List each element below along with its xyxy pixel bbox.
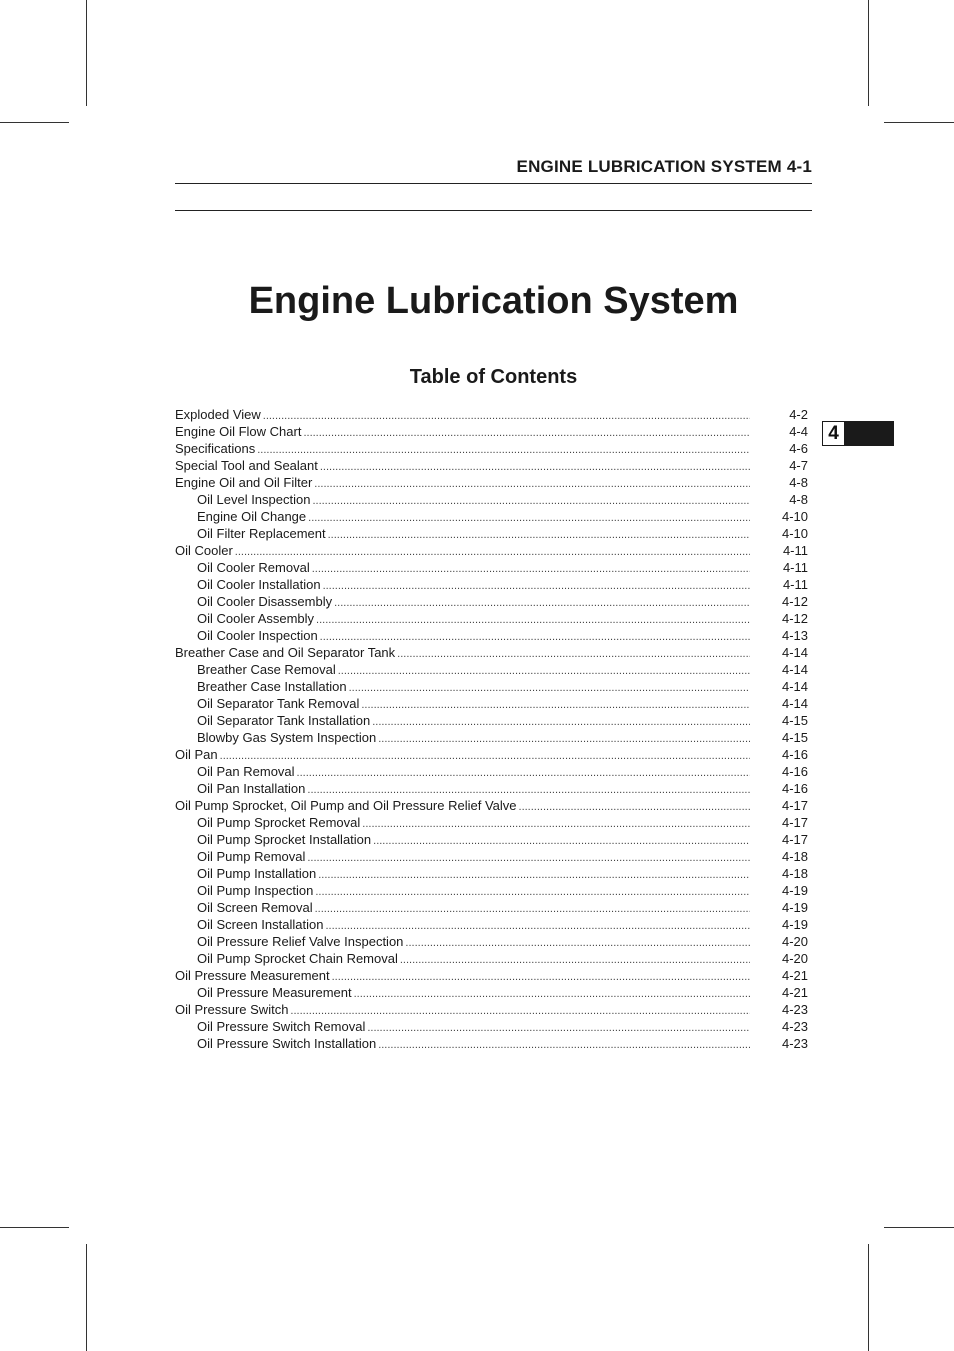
toc-heading: Table of Contents — [409, 366, 578, 388]
crop-mark — [0, 122, 69, 123]
toc-leader-dots — [312, 493, 750, 510]
toc-entry-page: 4-16 — [781, 764, 808, 779]
toc-entry[interactable] — [175, 1018, 812, 1035]
toc-entry-page: 4-10 — [781, 509, 808, 524]
toc-entry-page: 4-18 — [781, 866, 808, 881]
toc-leader-dots — [303, 425, 750, 442]
header-rule — [175, 210, 812, 211]
toc-entry-page: 4-20 — [781, 934, 808, 949]
toc-entry[interactable] — [175, 780, 812, 797]
toc-leader-dots — [354, 986, 750, 1003]
toc-entry-page: 4-4 — [789, 424, 808, 439]
toc-entry-label: Oil Cooler Removal — [197, 560, 310, 575]
toc-entry-page: 4-20 — [781, 951, 808, 966]
toc-entry-label: Oil Pump Removal — [197, 849, 306, 864]
chapter-tab — [822, 421, 894, 446]
crop-mark — [868, 1244, 869, 1351]
toc-entry[interactable] — [175, 695, 812, 712]
toc-entry-label: Oil Cooler — [175, 543, 233, 558]
toc-entry[interactable] — [175, 984, 812, 1001]
toc-entry-page: 4-6 — [789, 441, 808, 456]
toc-entry[interactable] — [175, 916, 812, 933]
toc-entry[interactable] — [175, 406, 812, 423]
toc-leader-dots — [519, 799, 750, 816]
toc-leader-dots — [400, 952, 750, 969]
toc-entry-label: Oil Pressure Switch Installation — [197, 1036, 377, 1051]
toc-entry-page: 4-11 — [782, 560, 808, 575]
toc-entry[interactable] — [175, 763, 812, 780]
toc-entry[interactable] — [175, 661, 812, 678]
toc-leader-dots — [367, 1020, 750, 1037]
toc-entry-label: Oil Pump Inspection — [197, 883, 314, 898]
toc-entry[interactable] — [175, 423, 812, 440]
toc-leader-dots — [323, 578, 750, 595]
toc-entry-label: Oil Cooler Installation — [197, 577, 321, 592]
toc-entry[interactable] — [175, 678, 812, 695]
toc-leader-dots — [308, 510, 750, 527]
toc-entry-label: Oil Cooler Assembly — [197, 611, 315, 626]
toc-entry[interactable] — [175, 525, 812, 542]
toc-entry-label: Oil Pump Sprocket Installation — [197, 832, 372, 847]
toc-entry-page: 4-14 — [781, 696, 808, 711]
toc-leader-dots — [328, 527, 750, 544]
toc-entry-label: Oil Separator Tank Removal — [197, 696, 360, 711]
toc-entry-page: 4-12 — [781, 594, 808, 609]
toc-entry-page: 4-17 — [781, 832, 808, 847]
header-rule — [175, 183, 812, 184]
toc-entry-page: 4-10 — [781, 526, 808, 541]
toc-entry-label: Oil Pressure Measurement — [175, 968, 330, 983]
toc-entry-page: 4-19 — [781, 883, 808, 898]
toc-entry-page: 4-19 — [781, 900, 808, 915]
toc-leader-dots — [397, 646, 750, 663]
toc-entry-label: Breather Case Removal — [197, 662, 336, 677]
toc-leader-dots — [334, 595, 750, 612]
toc-entry-label: Oil Pan — [175, 747, 218, 762]
toc-leader-dots — [338, 663, 750, 680]
toc-entry-label: Specifications — [175, 441, 256, 456]
crop-mark — [868, 0, 869, 106]
toc-entry-label: Exploded View — [175, 407, 261, 422]
toc-leader-dots — [405, 935, 750, 952]
toc-entry-page: 4-18 — [781, 849, 808, 864]
toc-entry-page: 4-14 — [781, 662, 808, 677]
toc-entry[interactable] — [175, 729, 812, 746]
toc-entry[interactable] — [175, 933, 812, 950]
chapter-tab-number: 4 — [823, 422, 844, 445]
toc-entry-label: Oil Pan Removal — [197, 764, 295, 779]
toc-entry[interactable] — [175, 967, 812, 984]
toc-leader-dots — [378, 1037, 750, 1054]
toc-entry[interactable] — [175, 746, 812, 763]
toc-entry[interactable] — [175, 491, 812, 508]
running-head: ENGINE LUBRICATION SYSTEM 4-1 — [516, 157, 812, 176]
chapter-title: Engine Lubrication System — [248, 280, 739, 322]
toc-leader-dots — [318, 867, 750, 884]
toc-entry-page: 4-17 — [781, 815, 808, 830]
toc-leader-dots — [332, 969, 750, 986]
toc-entry[interactable] — [175, 576, 812, 593]
toc-leader-dots — [297, 765, 750, 782]
toc-entry[interactable] — [175, 457, 812, 474]
toc-entry-page: 4-23 — [781, 1002, 808, 1017]
crop-mark — [884, 122, 954, 123]
toc-entry-page: 4-21 — [781, 968, 808, 983]
toc-entry-page: 4-11 — [782, 543, 808, 558]
toc-entry[interactable] — [175, 950, 812, 967]
toc-entry-page: 4-21 — [781, 985, 808, 1000]
toc-entry[interactable] — [175, 814, 812, 831]
toc-leader-dots — [235, 544, 750, 561]
toc-entry-label: Breather Case and Oil Separator Tank — [175, 645, 396, 660]
toc-entry-page: 4-16 — [781, 747, 808, 762]
toc-entry-label: Oil Pressure Measurement — [197, 985, 352, 1000]
toc-entry-page: 4-19 — [781, 917, 808, 932]
toc-leader-dots — [362, 816, 750, 833]
toc-leader-dots — [315, 901, 750, 918]
toc-entry-page: 4-7 — [789, 458, 808, 473]
toc-leader-dots — [312, 561, 750, 578]
crop-mark — [86, 1244, 87, 1351]
toc-entry-label: Special Tool and Sealant — [175, 458, 318, 473]
toc-leader-dots — [320, 459, 750, 476]
toc-entry[interactable] — [175, 899, 812, 916]
toc-entry-page: 4-8 — [789, 492, 808, 507]
toc-entry-label: Oil Screen Removal — [197, 900, 313, 915]
toc-leader-dots — [349, 680, 750, 697]
toc-entry[interactable] — [175, 848, 812, 865]
toc-entry[interactable] — [175, 865, 812, 882]
toc-entry-label: Oil Filter Replacement — [197, 526, 326, 541]
toc-entry[interactable] — [175, 610, 812, 627]
toc-entry-label: Oil Pressure Relief Valve Inspection — [197, 934, 404, 949]
toc-entry[interactable] — [175, 797, 812, 814]
toc-entry-page: 4-13 — [781, 628, 808, 643]
toc-leader-dots — [307, 850, 750, 867]
toc-entry-page: 4-14 — [781, 679, 808, 694]
toc-entry-page: 4-23 — [781, 1036, 808, 1051]
toc-entry[interactable] — [175, 1035, 812, 1052]
toc-entry-label: Engine Oil Flow Chart — [175, 424, 302, 439]
toc-leader-dots — [373, 833, 750, 850]
toc-leader-dots — [315, 884, 750, 901]
toc-entry-page: 4-17 — [781, 798, 808, 813]
toc-leader-dots — [378, 731, 750, 748]
toc-entry-label: Oil Pan Installation — [197, 781, 306, 796]
toc-entry-label: Oil Pressure Switch Removal — [197, 1019, 366, 1034]
table-of-contents — [175, 406, 812, 1052]
toc-entry[interactable] — [175, 542, 812, 559]
toc-entry-label: Engine Oil Change — [197, 509, 307, 524]
toc-entry-page: 4-15 — [781, 713, 808, 728]
toc-entry[interactable] — [175, 474, 812, 491]
toc-entry-label: Oil Pump Sprocket Removal — [197, 815, 361, 830]
toc-entry-label: Blowby Gas System Inspection — [197, 730, 377, 745]
crop-mark — [0, 1227, 69, 1228]
toc-entry-page: 4-2 — [789, 407, 808, 422]
toc-entry-page: 4-11 — [782, 577, 808, 592]
toc-entry-page: 4-16 — [781, 781, 808, 796]
toc-entry-page: 4-12 — [781, 611, 808, 626]
toc-leader-dots — [220, 748, 750, 765]
toc-entry-label: Oil Level Inspection — [197, 492, 311, 507]
toc-entry-page: 4-14 — [781, 645, 808, 660]
toc-entry[interactable] — [175, 440, 812, 457]
toc-leader-dots — [257, 442, 750, 459]
toc-entry[interactable] — [175, 1001, 812, 1018]
toc-entry-label: Oil Pump Installation — [197, 866, 317, 881]
toc-entry[interactable] — [175, 831, 812, 848]
toc-entry-label: Oil Pump Sprocket, Oil Pump and Oil Pressure Relief Valve — [175, 798, 517, 813]
toc-entry-label: Oil Pump Sprocket Chain Removal — [197, 951, 398, 966]
toc-entry[interactable] — [175, 508, 812, 525]
crop-mark — [884, 1227, 954, 1228]
toc-entry-label: Oil Separator Tank Installation — [197, 713, 371, 728]
toc-entry[interactable] — [175, 712, 812, 729]
toc-entry-page: 4-8 — [789, 475, 808, 490]
toc-entry[interactable] — [175, 593, 812, 610]
toc-entry[interactable] — [175, 882, 812, 899]
toc-entry[interactable] — [175, 627, 812, 644]
toc-entry-page: 4-23 — [781, 1019, 808, 1034]
toc-entry[interactable] — [175, 644, 812, 661]
toc-entry-label: Oil Cooler Inspection — [197, 628, 318, 643]
toc-entry-label: Oil Cooler Disassembly — [197, 594, 333, 609]
toc-leader-dots — [372, 714, 750, 731]
toc-entry-label: Oil Pressure Switch — [175, 1002, 289, 1017]
toc-leader-dots — [316, 612, 750, 629]
toc-leader-dots — [361, 697, 750, 714]
toc-entry-label: Oil Screen Installation — [197, 917, 324, 932]
toc-entry-page: 4-15 — [781, 730, 808, 745]
toc-entry-label: Engine Oil and Oil Filter — [175, 475, 313, 490]
toc-entry[interactable] — [175, 559, 812, 576]
toc-entry-label: Breather Case Installation — [197, 679, 347, 694]
toc-leader-dots — [263, 408, 750, 425]
toc-leader-dots — [314, 476, 750, 493]
crop-mark — [86, 0, 87, 106]
